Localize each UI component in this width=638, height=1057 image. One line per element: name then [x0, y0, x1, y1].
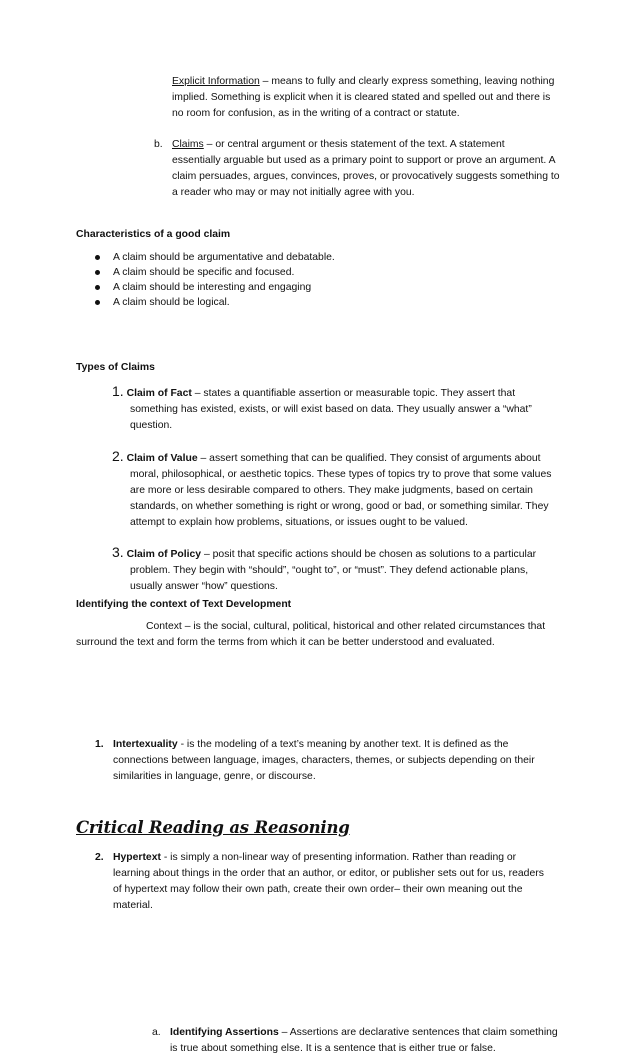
section-title: Critical Reading as Reasoning	[76, 818, 350, 837]
policy-number: 3.	[112, 544, 124, 560]
intertextuality-item	[95, 737, 583, 785]
fact-line-1	[112, 383, 576, 402]
claims-marker: b.	[154, 139, 163, 150]
fact-text-1: – states a quantifiable assertion or measurable topic. They assert that	[191, 388, 516, 399]
assertions-text-1: – Assertions are declarative sentences that claim something	[278, 1027, 558, 1038]
value-text-1: – assert something that can be qualified. They consist of arguments about	[197, 453, 541, 464]
characteristic-item: A claim should be specific and focused.	[93, 265, 493, 280]
value-number: 2.	[112, 448, 124, 464]
value-line-4: standards, on whether something is right or wrong, good or bad, or something similar. They	[130, 501, 549, 512]
intertextuality-term: Intertexuality	[113, 739, 178, 750]
value-line-5: attempt to explain how problems, situations, or issues ought to be valued.	[130, 517, 468, 528]
intertextuality-number: 1.	[95, 739, 104, 750]
intertextuality-line-2: connections between language, images, characters, themes, or subjects depending on their	[113, 755, 535, 766]
hypertext-line-3: of hypertext may follow their own path, create their own order– their own meaning out the	[113, 884, 523, 895]
hypertext-text-1: - is simply a non-linear way of presenting information. Rather than reading or	[160, 852, 517, 863]
hypertext-item	[95, 850, 583, 914]
context-line-1: Context – is the social, cultural, political, historical and other related circumstances that	[146, 621, 546, 632]
fact-number: 1.	[112, 383, 124, 399]
value-line-3: are more or less desirable compared to others. They make judgments, based on certain	[130, 485, 533, 496]
characteristic-item: A claim should be interesting and engaging	[93, 280, 493, 295]
explicit-line-3: no room for confusion, as in the writing of a contract or statute.	[172, 108, 460, 119]
claims-line-3: claim persuades, argues, convinces, proves, or provocatively suggests something to	[172, 171, 560, 182]
assertions-line-1	[170, 1025, 590, 1041]
value-line-2: moral, philosophical, or aesthetic topics. These types of topics try to prove that some values	[130, 469, 552, 480]
explicit-text-1: – means to fully and clearly express something, leaving nothing	[259, 76, 555, 87]
explicit-information-paragraph	[172, 74, 592, 122]
policy-line-3: usually answer “how” questions.	[130, 581, 278, 592]
types-heading: Types of Claims	[76, 362, 155, 373]
context-paragraph	[76, 619, 576, 651]
context-line-2: surround the text and form the terms from which it can be better understood and evaluated.	[76, 637, 495, 648]
value-line-1	[112, 448, 576, 467]
fact-line-2: something has existed, exists, or will exist based on data. They usually answer a “what”	[130, 404, 532, 415]
hypertext-line-4: material.	[113, 900, 153, 911]
hypertext-term: Hypertext	[113, 852, 161, 863]
context-heading: Identifying the context of Text Development	[76, 599, 292, 610]
intertextuality-line-1	[113, 737, 583, 753]
fact-line-3: question.	[130, 420, 173, 431]
claims-line-2: essentially arguable but used as a primary point to support or prove an argument. A	[172, 155, 556, 166]
intertextuality-line-3: similarities in language, genre, or discourse.	[113, 771, 316, 782]
policy-text-1: – posit that specific actions should be chosen as solutions to a particular	[201, 549, 537, 560]
characteristic-item: A claim should be argumentative and debatable.	[93, 250, 493, 265]
assertions-line-2: is true about something else. It is a sentence that is either true or false.	[170, 1043, 496, 1054]
assertions-term: Identifying Assertions	[170, 1027, 279, 1038]
claims-text-1: – or central argument or thesis statement of the text. A statement	[203, 139, 505, 150]
claim-of-fact	[112, 383, 576, 434]
assertions-marker: a.	[152, 1027, 161, 1038]
claim-of-policy	[112, 544, 576, 595]
claims-term: Claims	[172, 139, 204, 150]
fact-term: Claim of Fact	[126, 388, 192, 399]
hypertext-line-1	[113, 850, 583, 866]
claims-line-4: a reader who may or may not initially agree with you.	[172, 187, 415, 198]
hypertext-number: 2.	[95, 852, 104, 863]
hypertext-line-2: learning about things in the order that an author, or editor, or publisher sets out for us, readers	[113, 868, 544, 879]
characteristics-list	[93, 250, 493, 310]
policy-line-2: problem. They begin with “should”, “ought to”, or “must”. They defend actionable plans,	[130, 565, 529, 576]
policy-line-1	[112, 544, 576, 563]
intertextuality-text-1: - is the modeling of a text’s meaning by another text. It is defined as the	[177, 739, 509, 750]
value-term: Claim of Value	[126, 453, 198, 464]
characteristics-heading: Characteristics of a good claim	[76, 229, 231, 240]
characteristic-item: A claim should be logical.	[93, 295, 493, 310]
identifying-assertions-item	[152, 1025, 590, 1057]
claims-line-1	[172, 137, 592, 153]
claims-item	[154, 137, 592, 201]
explicit-line-2: implied. Something is explicit when it is cleared stated and spelled out and there is	[172, 92, 551, 103]
explicit-line-1	[172, 74, 592, 90]
policy-term: Claim of Policy	[126, 549, 202, 560]
explicit-term: Explicit Information	[172, 76, 260, 87]
claim-of-value	[112, 448, 576, 531]
